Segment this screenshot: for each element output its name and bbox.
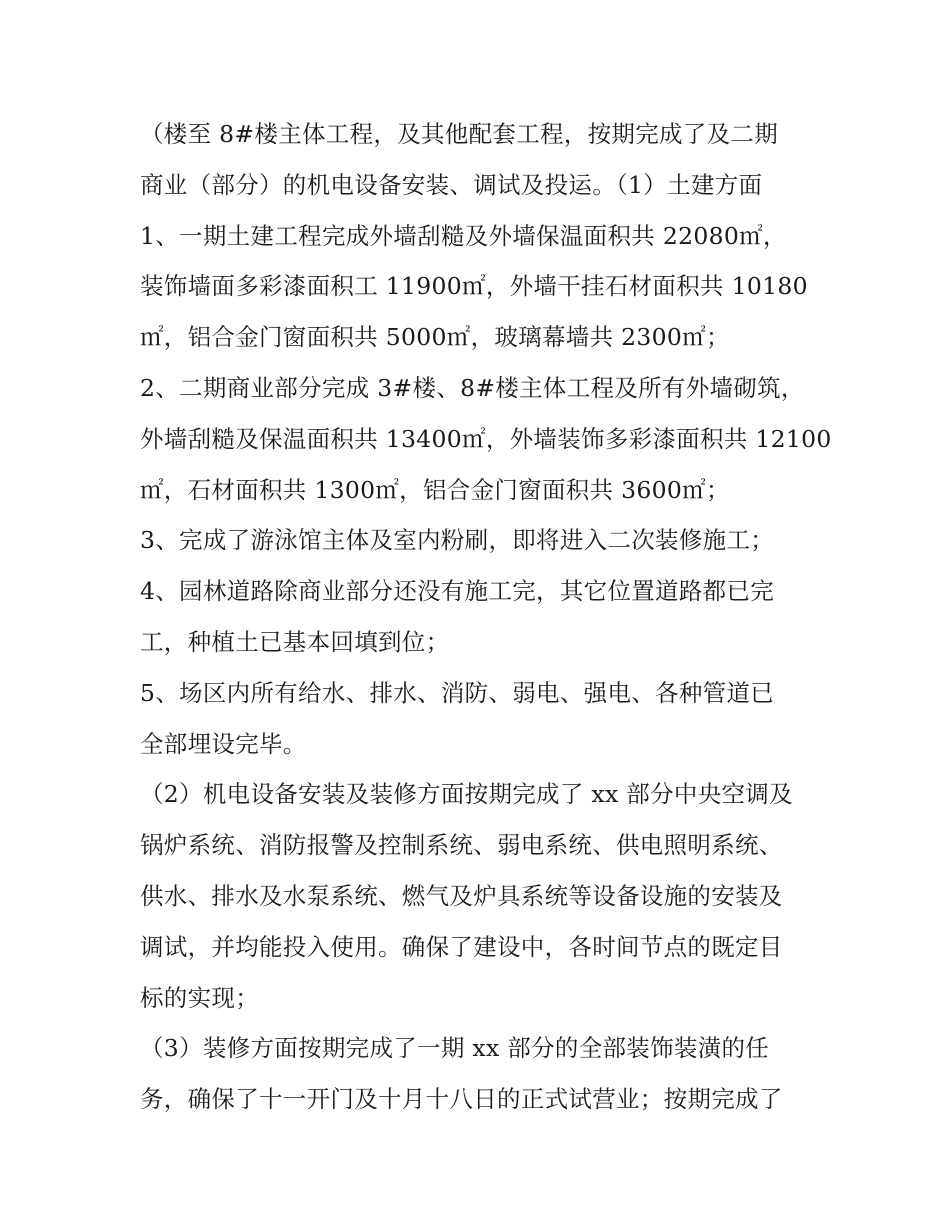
- text-line: 5、场区内所有给水、排水、消防、弱电、强电、各种管道已: [140, 678, 775, 707]
- text-line: 全部埋设完毕。: [140, 729, 307, 758]
- text-line: 务，确保了十一开门及十月十八日的正式试营业；按期完成了: [140, 1085, 783, 1114]
- text-line: 商业（部分）的机电设备安装、调试及投运。（1）土建方面: [140, 170, 763, 199]
- text-line: 供水、排水及水泵系统、燃气及炉具系统等设备设施的安装及: [140, 881, 783, 910]
- text-line: ㎡，石材面积共 1300㎡，铝合金门窗面积共 3600㎡；: [140, 475, 730, 504]
- text-line: 3、完成了游泳馆主体及室内粉刷，即将进入二次装修施工；: [140, 526, 775, 555]
- text-line: 4、园林道路除商业部分还没有施工完，其它位置道路都已完: [140, 577, 775, 606]
- text-line: （3）装修方面按期完成了一期 xx 部分的全部装饰装潢的任: [140, 1034, 770, 1063]
- text-line: 2、二期商业部分完成 3#楼、8#楼主体工程及所有外墙砌筑，: [140, 373, 805, 402]
- body-text: [140, 109, 832, 1125]
- text-line: 外墙刮糙及保温面积共 13400㎡，外墙装饰多彩漆面积共 12100: [140, 424, 832, 453]
- text-line: 锅炉系统、消防报警及控制系统、弱电系统、供电照明系统、: [140, 831, 783, 860]
- text-line: 1、一期土建工程完成外墙刮糙及外墙保温面积共 22080㎡，: [140, 221, 787, 250]
- text-line: 标的实现；: [140, 983, 259, 1012]
- text-line: （2）机电设备安装及装修方面按期完成了 xx 部分中央空调及: [140, 780, 793, 809]
- text-line: （楼至 8#楼主体工程，及其他配套工程，按期完成了及二期: [140, 120, 779, 148]
- text-line: 调试，并均能投入使用。确保了建设中，各时间节点的既定目: [140, 932, 783, 961]
- text-line: ㎡，铝合金门窗面积共 5000㎡，玻璃幕墙共 2300㎡；: [140, 323, 730, 352]
- text-line: 工，种植土已基本回填到位；: [140, 627, 450, 656]
- text-line: 装饰墙面多彩漆面积工 11900㎡，外墙干挂石材面积共 10180: [140, 272, 808, 301]
